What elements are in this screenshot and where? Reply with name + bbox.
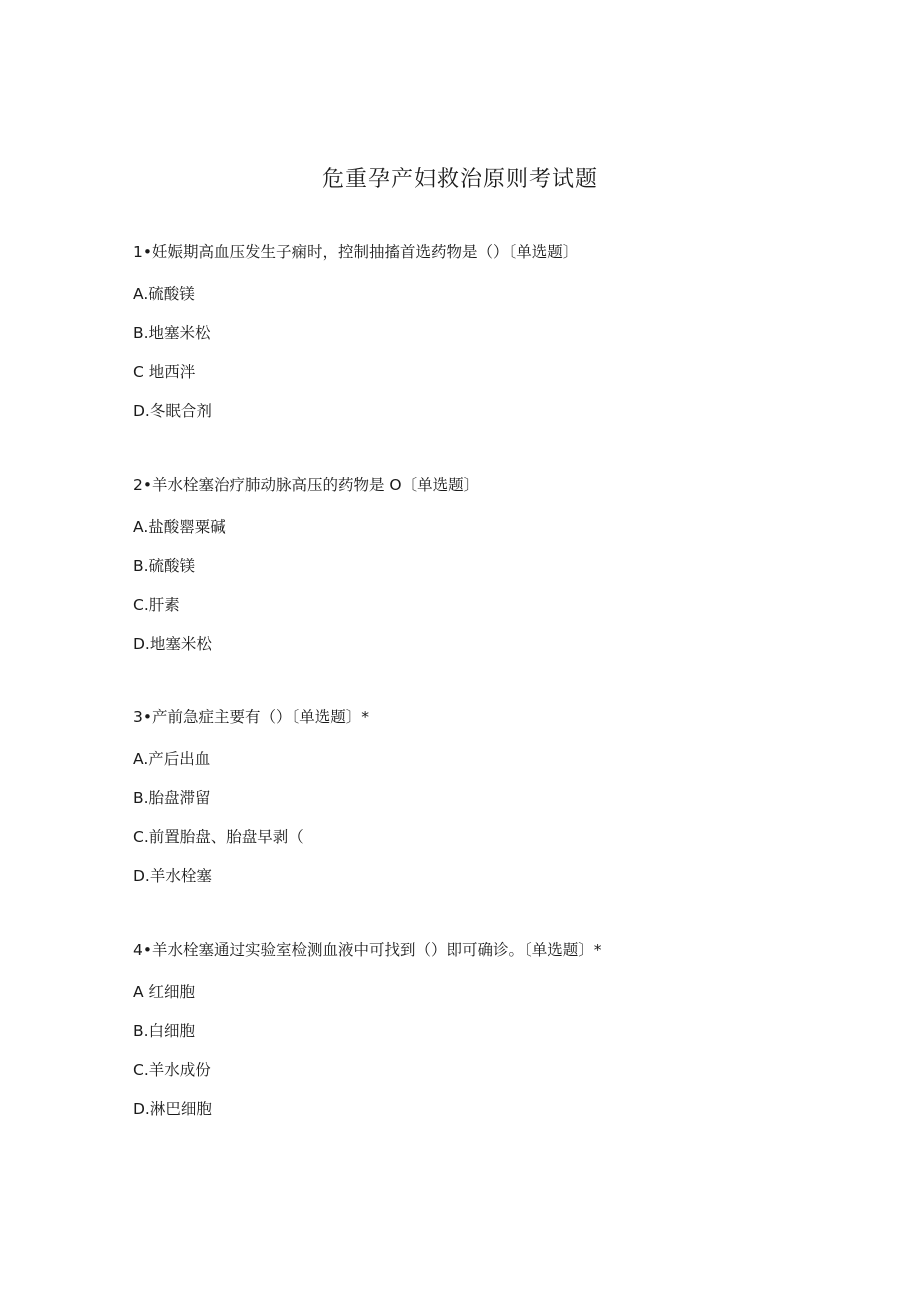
option-c[interactable]: C.肝素 xyxy=(133,596,180,614)
question-text: 3•产前急症主要有（）〔单选题〕* xyxy=(133,708,370,726)
option-c[interactable]: C 地西泮 xyxy=(133,363,196,381)
option-a[interactable]: A.盐酸罂粟碱 xyxy=(133,518,226,536)
option-b[interactable]: B.地塞米松 xyxy=(133,324,211,342)
option-a[interactable]: A.产后出血 xyxy=(133,750,211,768)
option-b[interactable]: B.胎盘滞留 xyxy=(133,789,211,807)
option-c[interactable]: C.羊水成份 xyxy=(133,1061,211,1079)
option-c[interactable]: C.前置胎盘、胎盘早剥（ xyxy=(133,828,304,846)
option-d[interactable]: D.冬眠合剂 xyxy=(133,402,212,420)
option-a[interactable]: A.硫酸镁 xyxy=(133,285,195,303)
option-b[interactable]: B.白细胞 xyxy=(133,1022,196,1040)
document-title: 危重孕产妇救治原则考试题 xyxy=(321,167,598,192)
question-3 xyxy=(133,706,813,887)
option-d[interactable]: D.地塞米松 xyxy=(133,635,212,653)
question-2 xyxy=(133,474,813,655)
option-a[interactable]: A 红细胞 xyxy=(133,983,196,1001)
option-d[interactable]: D.淋巴细胞 xyxy=(133,1100,212,1118)
question-text: 2•羊水栓塞治疗肺动脉高压的药物是 O〔单选题〕 xyxy=(133,476,480,494)
option-d[interactable]: D.羊水栓塞 xyxy=(133,867,212,885)
option-b[interactable]: B.硫酸镁 xyxy=(133,557,196,575)
question-1 xyxy=(133,241,813,422)
question-text: 4•羊水栓塞通过实验室检测血液中可找到（）即可确诊。〔单选题〕* xyxy=(133,941,602,959)
question-text: 1•妊娠期高血压发生子痫时，控制抽搐首选药物是（）〔单选题〕 xyxy=(133,243,579,261)
question-4 xyxy=(133,939,813,1120)
